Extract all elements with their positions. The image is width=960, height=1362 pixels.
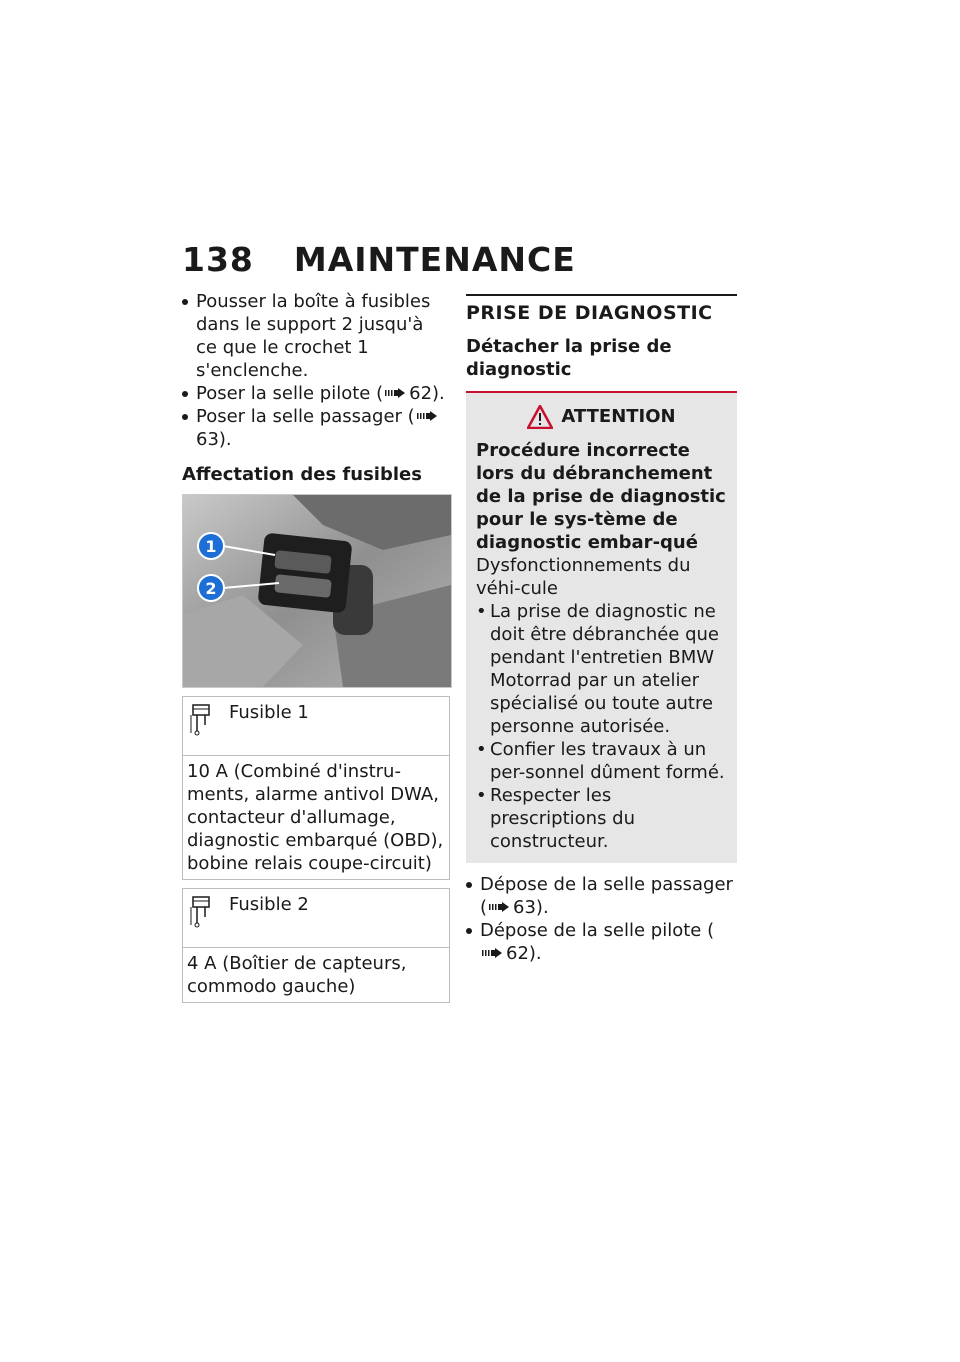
fuse-2-description: 4 A (Boîtier de capteurs, commodo gauche) — [183, 948, 450, 1003]
fuse-1-header — [183, 697, 450, 756]
fuse-icon — [187, 893, 229, 937]
step-3: Poser la selle passager (63). — [182, 405, 450, 451]
page-number: 138 — [182, 240, 254, 279]
section-rule — [466, 294, 737, 296]
fuse-table-2 — [182, 888, 450, 1003]
step-remove-rider-seat: Dépose de la selle pilote (62). — [466, 919, 737, 965]
page-reference-arrow-icon[interactable] — [482, 948, 502, 958]
fuse-2-header — [183, 889, 450, 948]
callout-2: 2 — [205, 579, 217, 598]
subsection-title: Détacher la prise de diagnostic — [466, 336, 672, 380]
warning-label: ATTENTION — [561, 406, 676, 427]
fuse-2-label: Fusible 2 — [229, 894, 309, 915]
bullet-dot — [466, 882, 472, 888]
fuse-icon — [187, 701, 229, 745]
warning-header — [476, 405, 727, 429]
callout-1: 1 — [205, 537, 217, 556]
page-title: MAINTENANCE — [293, 240, 576, 279]
left-column — [182, 290, 450, 1003]
fuse-table — [182, 696, 450, 880]
bullet-dot — [182, 299, 188, 305]
page-reference-arrow-icon[interactable] — [489, 902, 509, 912]
warning-item: • Respecter les prescriptions du constructeur. — [476, 785, 636, 852]
page-reference-arrow-icon[interactable] — [385, 388, 405, 398]
warning-triangle-icon — [527, 405, 553, 429]
right-column — [466, 290, 737, 965]
bullet-dot — [466, 928, 472, 934]
page-reference-arrow-icon[interactable] — [417, 411, 437, 421]
step-2: Poser la selle pilote ( 62). — [182, 382, 450, 405]
section-title: PRISE DE DIAGNOSTIC — [466, 302, 713, 324]
fuse-box-photo — [182, 494, 452, 688]
bullet-dot — [182, 414, 188, 420]
fuse-assignment-heading: Affectation des fusibles — [182, 464, 422, 485]
warning-item: • La prise de diagnostic ne doit être débranchée que pendant l'entretien BMW Motorrad par un atelier spécialisé ou toute autre personne autorisée. — [476, 601, 719, 737]
bullet-dot — [182, 391, 188, 397]
warning-hazard: Procédure incorrecte lors du débranchement de la prise de diagnostic pour le sys-tème de diagnostic embar-qué — [476, 440, 726, 553]
warning-consequence: Dysfonctionnements du véhi-cule — [476, 555, 691, 599]
fuse-1-description: 10 A (Combiné d'instru-ments, alarme antivol DWA, contacteur d'allumage, diagnostic embarqué (OBD), bobine relais coupe-circuit) — [183, 756, 450, 880]
page-header — [182, 240, 576, 279]
step-remove-passenger-seat: Dépose de la selle passager ( 63). — [466, 873, 737, 919]
warning-item: • Confier les travaux à un per-sonnel dûment formé. — [476, 739, 725, 783]
warning-box — [466, 393, 737, 863]
fuse-1-label: Fusible 1 — [229, 702, 309, 723]
fuse-box-illustration — [183, 495, 451, 687]
step-1: Pousser la boîte à fusibles dans le support 2 jusqu'à ce que le crochet 1 s'enclenche. — [182, 290, 450, 382]
